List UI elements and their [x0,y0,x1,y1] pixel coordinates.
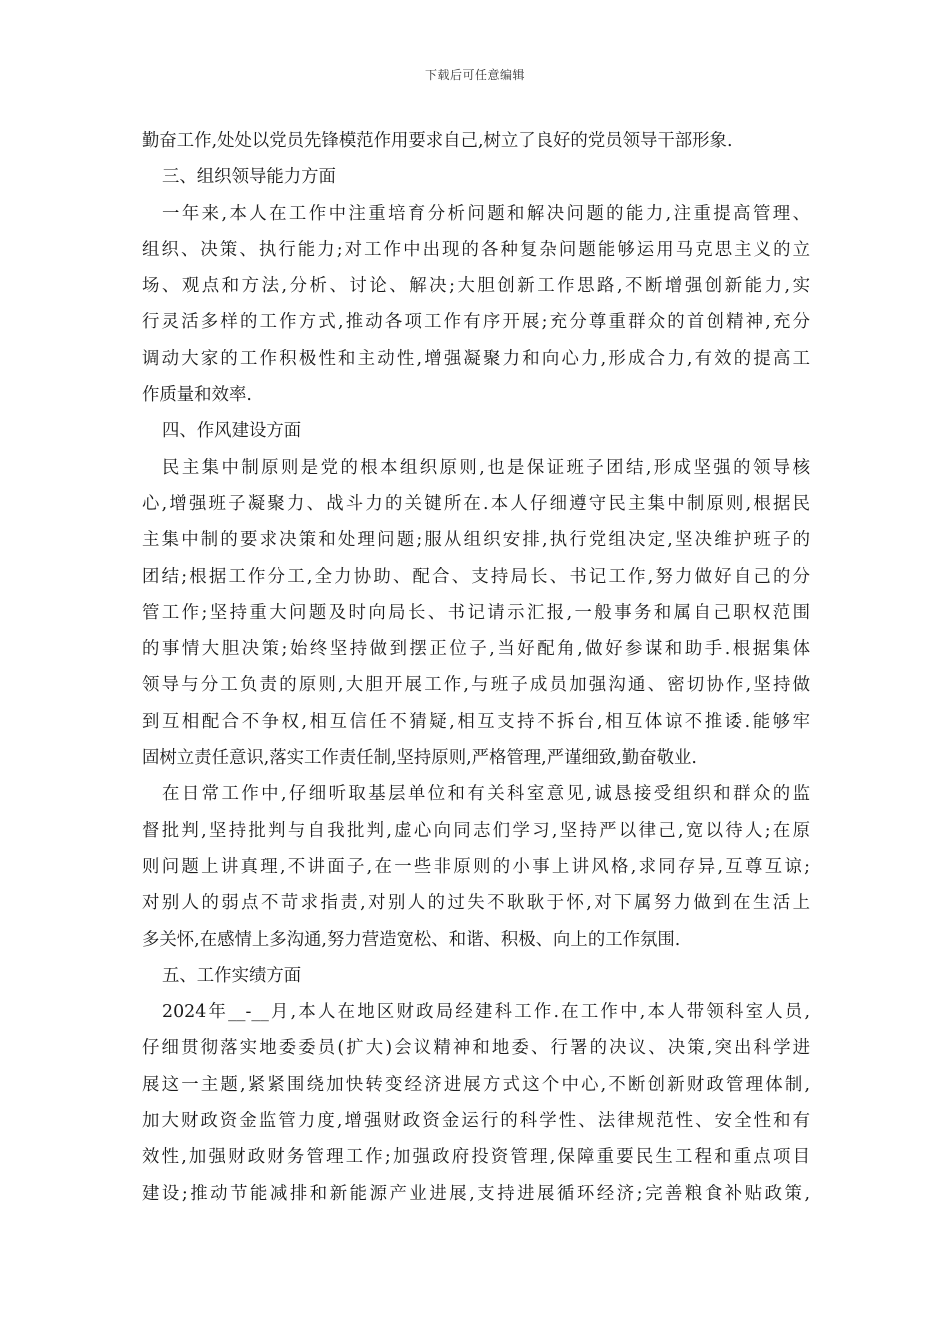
page-header: 下载后可任意编辑 [424,68,525,82]
text-line: 仔细贯彻落实地委委员(扩大)会议精神和地委、行署的决议、决策,突出科学进 [142,1038,810,1059]
text-line: 的事情大胆决策;始终坚持做到摆正位子,当好配角,做好参谋和助手.根据集体 [142,639,810,660]
text-line: 民主集中制原则是党的根本组织原则,也是保证班子团结,形成坚强的领导核 [162,457,810,478]
text-line: 加大财政资金监管力度,增强财政资金运行的科学性、法律规范性、安全性和有 [142,1111,810,1132]
text-line: 效性,加强财政财务管理工作;加强政府投资管理,保障重要民生工程和重点项目 [142,1147,810,1168]
text-line: 五、工作实绩方面 [162,965,302,986]
text-line: 则问题上讲真理,不讲面子,在一些非原则的小事上讲风格,求同存异,互尊互谅; [142,856,810,877]
text-line: 作质量和效率. [142,385,252,406]
text-line: 督批判,坚持批判与自我批判,虚心向同志们学习,坚持严以律己,宽以待人;在原 [142,820,810,841]
text-line: 建设;推动节能减排和新能源产业进展,支持进展循环经济;完善粮食补贴政策, [142,1183,810,1204]
text-line: 团结;根据工作分工,全力协助、配合、支持局长、书记工作,努力做好自己的分 [142,566,810,587]
text-line: 组织、决策、执行能力;对工作中出现的各种复杂问题能够运用马克思主义的立 [142,239,810,260]
text-line: 到互相配合不争权,相互信任不猜疑,相互支持不拆台,相互体谅不推诿.能够牢 [142,711,810,732]
text-line: 对别人的弱点不苛求指责,对别人的过失不耿耿于怀,对下属努力做到在生活上 [142,893,810,914]
text-line: 展这一主题,紧紧围绕加快转变经济进展方式这个中心,不断创新财政管理体制, [142,1074,810,1095]
text-line: 主集中制的要求决策和处理问题;服从组织安排,执行党组决定,坚决维护班子的 [142,530,810,551]
document-body [142,123,810,1212]
text-line: 心,增强班子凝聚力、战斗力的关键所在.本人仔细遵守民主集中制原则,根据民 [142,493,810,514]
text-line: 行灵活多样的工作方式,推动各项工作有序开展;充分尊重群众的首创精神,充分 [142,312,810,333]
text-line: 一年来,本人在工作中注重培育分析问题和解决问题的能力,注重提高管理、 [162,203,810,224]
text-line: 勤奋工作,处处以党员先锋模范作用要求自己,树立了良好的党员领导干部形象. [142,131,733,151]
text-line: 固树立责任意识,落实工作责任制,坚持原则,严格管理,严谨细致,勤奋敬业. [142,748,697,769]
text-line: 场、观点和方法,分析、讨论、解决;大胆创新工作思路,不断增强创新能力,实 [142,276,810,297]
text-line: 四、作风建设方面 [162,421,302,442]
text-line: 三、组织领导能力方面 [162,167,336,188]
text-line: 调动大家的工作积极性和主动性,增强凝聚力和向心力,形成合力,有效的提高工 [142,348,810,369]
text-line: 管工作;坚持重大问题及时向局长、书记请示汇报,一般事务和属自己职权范围 [142,602,810,623]
text-line: 领导与分工负责的原则,大胆开展工作,与班子成员加强沟通、密切协作,坚持做 [142,675,810,696]
text-line: 2024年__-__月,本人在地区财政局经建科工作.在工作中,本人带领科室人员, [162,1002,810,1023]
text-line: 多关怀,在感情上多沟通,努力营造宽松、和谐、积极、向上的工作氛围. [142,929,681,950]
text-line: 在日常工作中,仔细听取基层单位和有关科室意见,诚恳接受组织和群众的监 [162,784,810,805]
